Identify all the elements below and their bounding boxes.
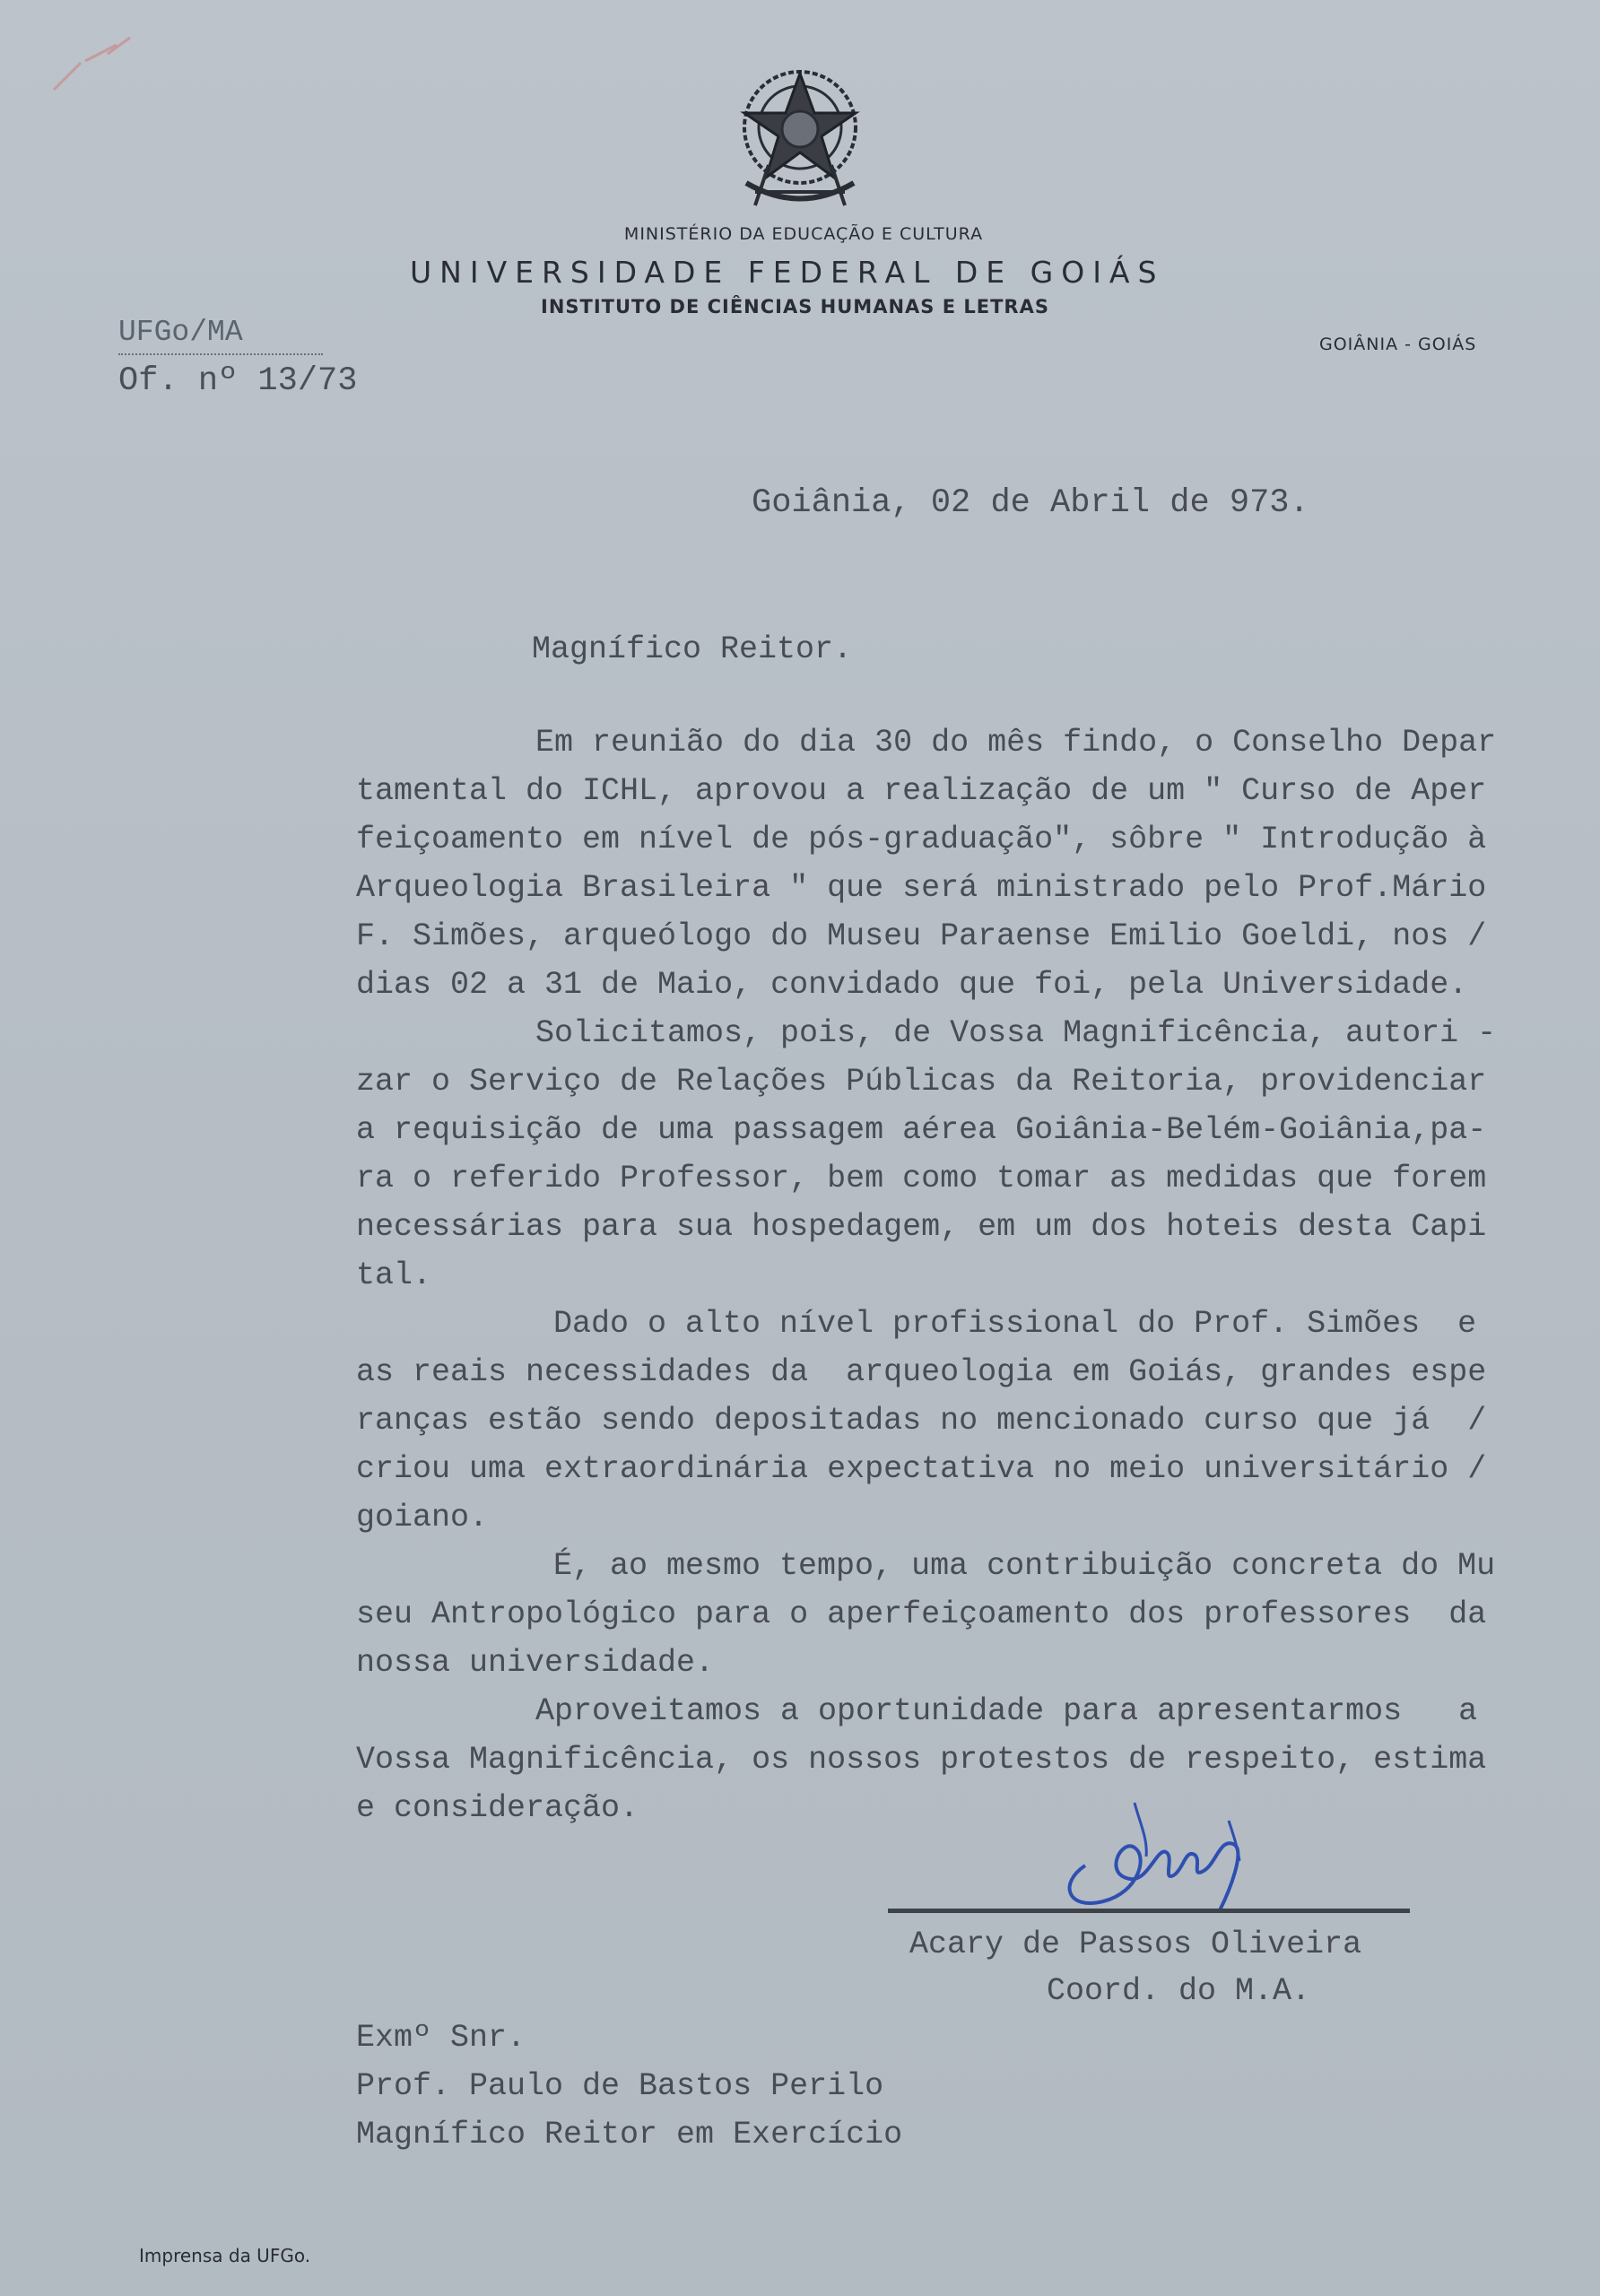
addressee-line: Exmº Snr. xyxy=(356,2020,526,2056)
body-line: zar o Serviço de Relações Públicas da Reitoria, providenciar xyxy=(356,1064,1487,1100)
body-line: F. Simões, arqueólogo do Museu Paraense Emilio Goeldi, nos / xyxy=(356,918,1487,954)
body-line: necessárias para sua hospedagem, em um dos hoteis desta Capi xyxy=(356,1209,1487,1245)
reference-divider xyxy=(118,353,323,355)
body-line: seu Antropológico para o aperfeiçoamento dos professores da xyxy=(356,1596,1487,1632)
body-line: tamental do ICHL, aprovou a realização de um " Curso de Aper xyxy=(356,773,1487,809)
salutation: Magnífico Reitor. xyxy=(532,631,853,667)
body-line: É, ao mesmo tempo, uma contribuição concreta do Mu xyxy=(553,1548,1496,1584)
ministry-name: MINISTÉRIO DA EDUCAÇÃO E CULTURA xyxy=(623,224,984,244)
body-line: Arqueologia Brasileira " que será ministrado pelo Prof.Mário xyxy=(356,870,1487,906)
body-line: e consideração. xyxy=(356,1790,639,1826)
signature-line xyxy=(888,1909,1410,1913)
body-line: a requisição de uma passagem aérea Goiânia-Belém-Goiânia,pa- xyxy=(356,1112,1487,1148)
body-line: as reais necessidades da arqueologia em Goiás, grandes espe xyxy=(356,1354,1487,1390)
institute-name: INSTITUTO DE CIÊNCIAS HUMANAS E LETRAS xyxy=(541,296,1049,317)
university-name: UNIVERSIDADE FEDERAL DE GOIÁS xyxy=(410,255,1165,290)
body-line: tal. xyxy=(356,1257,432,1293)
reference-code: UFGo/MA xyxy=(118,316,243,349)
addressee-line: Magnífico Reitor em Exercício xyxy=(356,2117,903,2152)
body-line: Em reunião do dia 30 do mês findo, o Conselho Depar xyxy=(535,725,1497,761)
brazil-coat-of-arms-icon xyxy=(728,57,872,215)
addressee-line: Prof. Paulo de Bastos Perilo xyxy=(356,2068,884,2104)
body-line: criou uma extraordinária expectativa no meio universitário / xyxy=(356,1451,1487,1487)
handwritten-signature-icon xyxy=(1049,1785,1274,1919)
body-line: ranças estão sendo depositadas no mencionado curso que já / xyxy=(356,1403,1487,1439)
reference-number: Of. nº 13/73 xyxy=(118,362,358,400)
imprint: Imprensa da UFGo. xyxy=(139,2245,311,2266)
body-line: feiçoamento em nível de pós-graduação", sôbre " Introdução à xyxy=(356,822,1487,857)
body-line: ra o referido Professor, bem como tomar as medidas que forem xyxy=(356,1161,1487,1196)
body-line: Solicitamos, pois, de Vossa Magnificência, autori - xyxy=(535,1015,1497,1051)
signatory-title: Coord. do M.A. xyxy=(1047,1973,1311,2009)
body-line: goiano. xyxy=(356,1500,489,1535)
date-line: Goiânia, 02 de Abril de 973. xyxy=(752,484,1309,522)
signatory-name: Acary de Passos Oliveira xyxy=(909,1926,1362,1962)
pen-mark-icon xyxy=(45,27,143,99)
body-line: dias 02 a 31 de Maio, convidado que foi, pela Universidade. xyxy=(356,967,1468,1003)
letterhead-city: GOIÂNIA - GOIÁS xyxy=(1319,335,1477,354)
body-line: nossa universidade. xyxy=(356,1645,715,1681)
body-line: Dado o alto nível profissional do Prof. Simões e xyxy=(553,1306,1477,1342)
body-line: Vossa Magnificência, os nossos protestos de respeito, estima xyxy=(356,1742,1487,1778)
body-line: Aproveitamos a oportunidade para apresentarmos a xyxy=(535,1693,1478,1729)
